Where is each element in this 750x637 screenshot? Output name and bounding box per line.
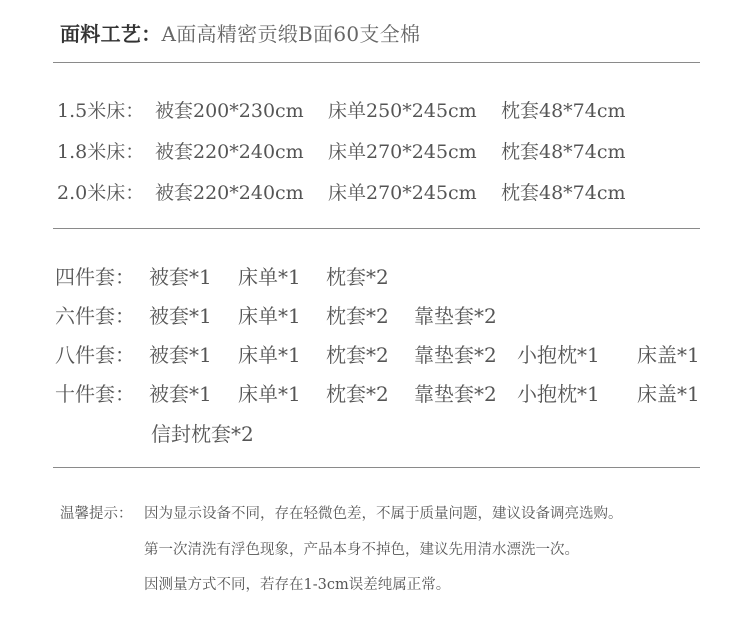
notes-line: 因为显示设备不同，存在轻微色差，不属于质量问题，建议设备调亮选购。 — [144, 506, 623, 522]
set-item: 靠垫套*2 — [414, 343, 497, 367]
notes-line: 第一次清洗有浮色现象，产品本身不掉色，建议先用清水漂洗一次。 — [144, 542, 579, 558]
divider-top — [53, 62, 700, 63]
set-name: 六件套： — [55, 304, 135, 328]
set-item: 信封枕套*2 — [151, 422, 254, 446]
notes-line: 因测量方式不同，若存在1-3cm误差纯属正常。 — [144, 577, 451, 593]
size-pillow: 枕套48*74cm — [501, 182, 626, 204]
set-item: 床单*1 — [238, 382, 301, 406]
size-bed-label: 2.0米床： — [57, 182, 145, 204]
set-name: 四件套： — [55, 265, 135, 289]
set-item: 枕套*2 — [326, 343, 389, 367]
set-item: 枕套*2 — [326, 265, 389, 289]
set-item: 小抱枕*1 — [517, 343, 600, 367]
size-bed-label: 1.8米床： — [57, 141, 145, 163]
set-item: 被套*1 — [149, 304, 212, 328]
set-name: 十件套： — [55, 382, 135, 406]
set-item: 被套*1 — [149, 343, 212, 367]
set-item: 靠垫套*2 — [414, 304, 497, 328]
set-item: 枕套*2 — [326, 382, 389, 406]
size-pillow: 枕套48*74cm — [501, 141, 626, 163]
fabric-value: A面高精密贡缎B面60支全棉 — [161, 22, 421, 46]
size-sheet: 床单250*245cm — [328, 100, 477, 122]
fabric-spec — [60, 18, 420, 47]
set-item: 床盖*1 — [637, 382, 700, 406]
divider-middle — [53, 228, 700, 229]
size-sheet: 床单270*245cm — [328, 182, 477, 204]
set-name: 八件套： — [55, 343, 135, 367]
set-item: 床单*1 — [238, 304, 301, 328]
size-duvet: 被套220*240cm — [155, 141, 304, 163]
size-pillow: 枕套48*74cm — [501, 100, 626, 122]
set-item: 枕套*2 — [326, 304, 389, 328]
notes-label: 温馨提示： — [60, 506, 133, 522]
set-item: 床单*1 — [238, 343, 301, 367]
set-item: 靠垫套*2 — [414, 382, 497, 406]
size-bed-label: 1.5米床： — [57, 100, 145, 122]
set-item: 床单*1 — [238, 265, 301, 289]
fabric-label: 面料工艺： — [60, 22, 162, 46]
set-item: 床盖*1 — [637, 343, 700, 367]
size-sheet: 床单270*245cm — [328, 141, 477, 163]
size-duvet: 被套220*240cm — [155, 182, 304, 204]
divider-bottom — [53, 467, 700, 468]
size-duvet: 被套200*230cm — [155, 100, 304, 122]
set-item: 被套*1 — [149, 382, 212, 406]
set-item: 小抱枕*1 — [517, 382, 600, 406]
set-item: 被套*1 — [149, 265, 212, 289]
